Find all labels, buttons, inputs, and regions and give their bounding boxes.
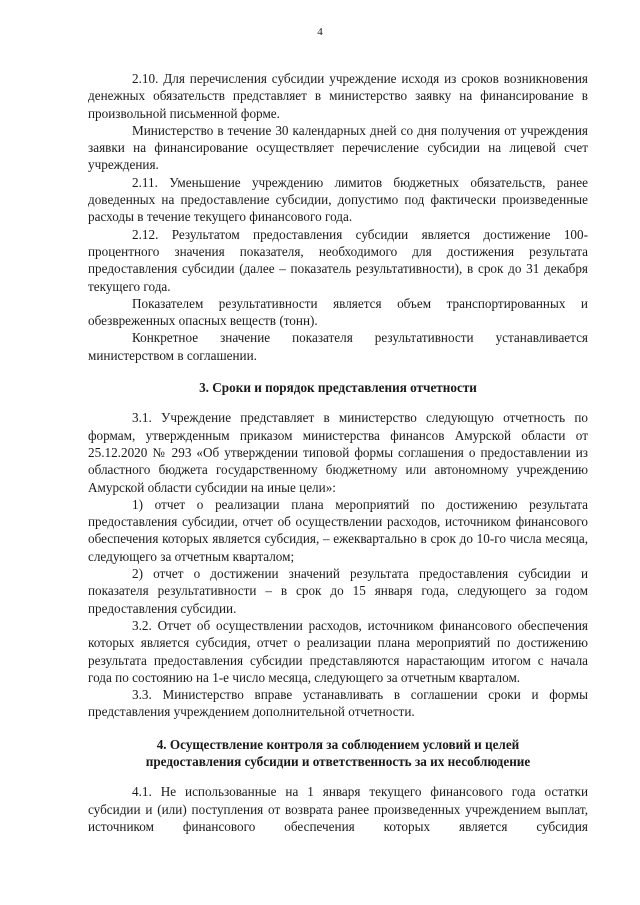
paragraph-3-3: 3.3. Министерство вправе устанавливать в соглашении сроки и формы представления учреждением дополнительной отчетности.	[88, 687, 588, 720]
paragraph-3-1: 3.1. Учреждение представляет в министерство следующую отчетность по формам, утвержденным приказом министерства финансов Амурской области от 25.12.2020 № 293 «Об утверждении типовой формы соглашения о предоставлении из областного бюджета государственному бюджетному или автономному учреждению Амурской области субсидии на иные цели»:	[88, 410, 588, 495]
section-4-heading-line-2: предоставления субсидии и ответственность за их несоблюдение	[145, 753, 531, 769]
paragraph-4-1: 4.1. Не использованные на 1 января текущего финансового года остатки субсидии и (или) поступления от возврата ранее произведенных учреждением выплат, источником финансового обеспечения которых является субсидия	[88, 784, 588, 834]
page-content	[88, 70, 588, 835]
paragraph-2-12-indicator: Показателем результативности является объем транспортированных и обезвреженных опасных веществ (тонн).	[88, 295, 588, 329]
spacer	[88, 364, 588, 379]
paragraph-2-10: 2.10. Для перечисления субсидии учреждение исходя из сроков возникновения денежных обязательств представляет в министерство заявку на финансирование в произвольной письменной форме.	[88, 71, 588, 121]
paragraph-3-2: 3.2. Отчет об осуществлении расходов, источником финансового обеспечения которых является субсидия, отчет о реализации плана мероприятий по достижению результата предоставления субсидии представляются нарастающим итогом с начала года по состоянию на 1-е число месяца, следующего за отчетным кварталом.	[88, 617, 588, 685]
spacer	[88, 396, 588, 409]
paragraph-2-10-transfer: Министерство в течение 30 календарных дней со дня получения от учреждения заявки на финансирование осуществляет перечисление субсидии на лицевой счет учреждения.	[88, 122, 588, 173]
paragraph-2-12: 2.12. Результатом предоставления субсидии является достижение 100-процентного значения показателя, необходимого для достижения результата предоставления субсидии (далее – показатель результативности), в срок до 31 декабря текущего года.	[88, 226, 588, 294]
page-number: 4	[317, 26, 323, 38]
paragraph-3-1-item-2: 2) отчет о достижении значений результата предоставления субсидии и показателя результативности – в срок до 15 января года, следующего за годом предоставления субсидии.	[88, 566, 588, 616]
section-3-heading: 3. Сроки и порядок представления отчетности	[199, 380, 477, 396]
paragraph-2-12-value: Конкретное значение показателя результативности устанавливается министерством в соглашении.	[88, 330, 588, 363]
paragraph-2-11: 2.11. Уменьшение учреждению лимитов бюджетных обязательств, ранее доведенных на предоставление субсидии, допустимо под фактически произведенные расходы в течение текущего финансового года.	[88, 174, 588, 225]
section-4-heading-line-1: 4. Осуществление контроля за соблюдением условий и целей	[156, 736, 520, 752]
paragraph-3-1-item-1: 1) отчет о реализации плана мероприятий по достижению результата предоставления субсидии, отчет об осуществлении расходов, источником финансового обеспечения которых является субсидия, – ежеквартально в срок до 10-го числа месяца, следующего за отчетным кварталом;	[88, 496, 588, 564]
spacer	[88, 770, 588, 783]
spacer	[88, 721, 588, 736]
